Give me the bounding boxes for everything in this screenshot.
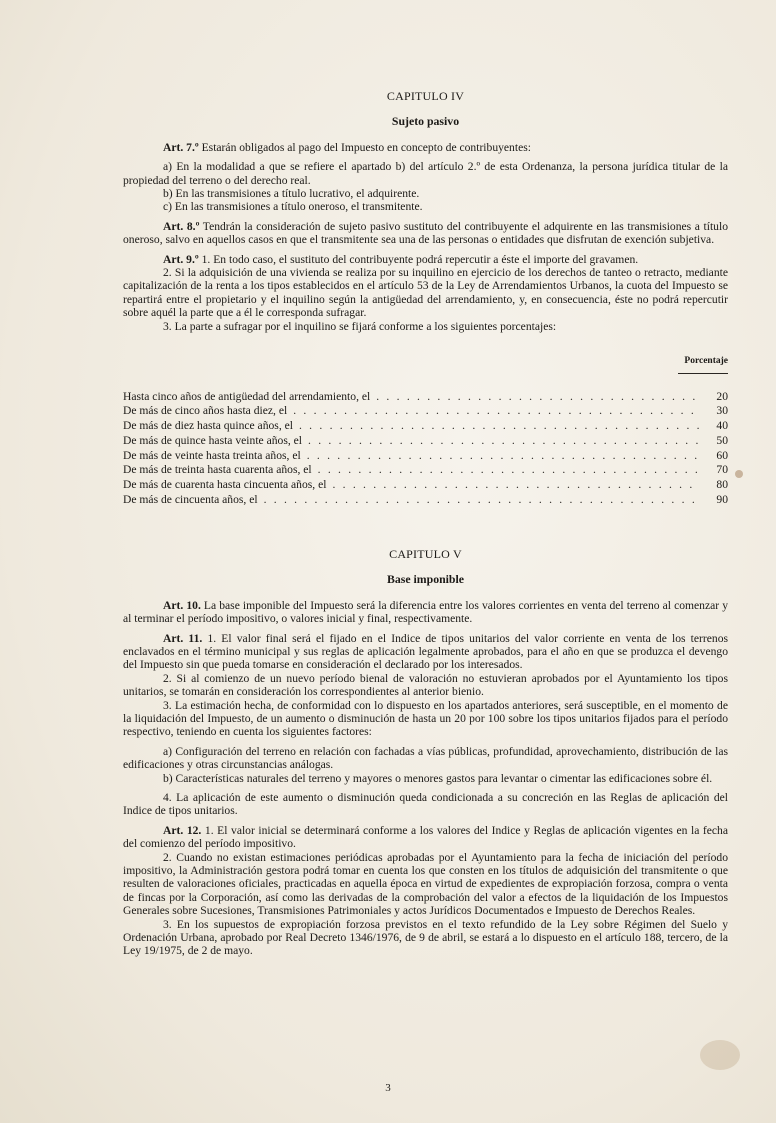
row-value: 60 [716,448,728,462]
art-9-label: Art. 9.º [163,252,199,266]
art-11-p3: 3. La estimación hecha, de conformidad con lo dispuesto en los apartados anteriores, será susceptible, en el momento de la liquidación del Impuesto, de un aumento o disminución de hasta un 20 por 100 sobre los tipos unitarios fijados para el período respectivo, teniendo en cuenta los siguientes factores: [123,698,728,739]
art-12-p3: 3. En los supuestos de expropiación forzosa previstos en el texto refundido de la Ley sobre Régimen del Suelo y Ordenación Urbana, aprobado por Real Decreto 1346/1976, de 9 de abril, se estará a lo dispuesto en el artículo 188, tercero, de la Ley 19/1975, de 2 de mayo. [123,917,728,958]
art-8-label: Art. 8.º [163,219,200,233]
chapter-5-title: CAPITULO V [389,546,462,561]
leader-dots [332,478,700,491]
table-row [123,419,728,434]
row-label: De más de cincuenta años, el [123,493,258,507]
leader-dots [264,493,700,506]
art-8-text: Tendrán la consideración de sujeto pasivo sustituto del contribuyente el adquirente en las transmisiones a título oneroso, salvo en aquellos casos en que el transmitente sea una de las personas o entidades que disfrutan de exención subjetiva. [123,219,728,247]
art-9-p1 [123,253,728,266]
row-label: De más de diez hasta quince años, el [123,419,293,433]
table-row [123,493,728,508]
art-11-p1-text: 1. El valor final será el fijado en el Indice de tipos unitarios del valor corriente en venta de los terrenos enclavados en el término municipal y sus reglas de aplicación legalmente aprobados, para el año en que se produzca el devengo del Impuesto sin que pueda tomarse en consideración el declarado por los interesados. [123,631,729,672]
art-11-a: a) Configuración del terreno en relación con fachadas a vías públicas, profundidad, aprovechamiento, distribución de las edificaciones y otras circunstancias análogas. [123,744,728,772]
row-label: Hasta cinco años de antigüedad del arrendamiento, el [123,389,371,403]
art-12-label: Art. 12. [163,823,202,837]
art-9-p3: 3. La parte a sufragar por el inquilino se fijará conforme a los siguientes porcentajes: [163,319,557,333]
art-11-p2: 2. Si al comienzo de un nuevo período bienal de valoración no estuvieran aprobados por el Ayuntamiento los tipos unitarios, se tomarán en consideración los correspondientes al anterior bienio. [123,671,728,699]
row-label: De más de veinte hasta treinta años, el [123,448,301,462]
art-12-p1 [123,824,728,851]
art-10 [123,599,728,626]
paper-stain [735,470,743,478]
leader-dots [376,390,700,403]
row-label: De más de cinco años hasta diez, el [123,404,288,418]
chapter-5-subtitle: Base imponible [386,572,465,587]
table-row [123,434,728,449]
table-row [123,404,728,419]
row-value: 50 [716,433,728,447]
row-value: 80 [716,478,728,492]
art-11-p1 [123,632,728,672]
row-value: 30 [716,404,728,418]
paper-stain [700,1040,740,1070]
chapter-4-title: CAPITULO IV [386,89,465,103]
art-7-text: Estarán obligados al pago del Impuesto en concepto de contribuyentes: [198,140,531,154]
percentage-table [123,390,728,508]
art-12-p1-text: 1. El valor inicial se determinará conforme a los valores del Indice y Reglas de aplicación vigentes en la fecha del comienzo del período impositivo. [123,823,729,851]
table-row [123,478,728,493]
art-12-p2: 2. Cuando no existan estimaciones periódicas aprobadas por el Ayuntamiento para la fecha de iniciación del período impositivo, la Administración gestora podrá tomar en cuenta los que consten en los títulos de adquisición del transmitente o que resulten de valoraciones oficiales, practicadas en aquella época en virtud de expedientes de expropiación forzosa, compra o venta de fincas por la Corporación, así como las derivadas de la comprobación del valor a efectos de la liquidación de los Impuestos Generales sobre Sucesiones, Transmisiones Patrimoniales y actos Jurídicos Documentados e Impuesto de Derechos Reales. [123,850,728,918]
art-9-p2: 2. Si la adquisición de una vivienda se realiza por su inquilino en ejercicio de los derechos de tanteo o retracto, mediante capitalización de la renta a los tipos establecidos en el artículo 53 de la Ley de Arrendamientos Urbanos, la cuota del Impuesto se repartirá entre el propietario y el inquilino según la antigüedad del arrendamiento, y, en consecuencia, éste no podrá repercutir sobre aquél la parte que a él le corresponda sufragar. [123,266,728,320]
art-11-p4: 4. La aplicación de este aumento o disminución queda condicionada a su concreción en las Reglas de aplicación del Indice de tipos unitarios. [123,790,728,818]
row-label: De más de quince hasta veinte años, el [123,433,302,447]
leader-dots [299,419,700,432]
art-8 [123,220,728,247]
art-10-label: Art. 10. [163,598,201,612]
row-value: 70 [716,463,728,477]
art-7-a: a) En la modalidad a que se refiere el apartado b) del artículo 2.º de esta Ordenanza, la persona jurídica titular de la propiedad del terreno o del derecho real. [123,160,728,187]
art-11-label: Art. 11. [163,631,203,645]
percentage-header: Porcentaje [684,356,728,367]
row-value: 40 [716,419,728,433]
page-number: 3 [385,1082,391,1094]
chapter-4-subtitle: Sujeto pasivo [391,114,460,129]
art-9-p1-text: 1. En todo caso, el sustituto del contribuyente podrá repercutir a éste el importe del gravamen. [198,252,639,266]
table-row [123,449,728,464]
row-label: De más de cuarenta hasta cincuenta años, el [123,478,327,492]
table-row [123,390,728,405]
art-7-c: c) En las transmisiones a título oneroso, el transmitente. [163,200,423,214]
leader-dots [293,404,700,417]
row-label: De más de treinta hasta cuarenta años, el [123,463,312,477]
percentage-header-rule [678,373,728,374]
art-7-b: b) En las transmisiones a título lucrativo, el adquirente. [163,187,420,201]
row-value: 20 [716,389,728,403]
leader-dots [308,434,700,447]
art-7-label: Art. 7.º [163,140,199,154]
row-value: 90 [716,493,728,507]
leader-dots [318,463,700,476]
art-10-text: La base imponible del Impuesto será la diferencia entre los valores corrientes en venta del terreno al comenzar y al terminar el período impositivo, o valores inicial y final, respectivamente. [123,598,729,626]
leader-dots [307,449,700,462]
art-7-intro [123,141,728,154]
art-11-b: b) Características naturales del terreno y mayores o menores gastos para levantar o cimentar las edificaciones sobre él. [163,771,713,785]
page-content [123,90,728,958]
table-row [123,463,728,478]
